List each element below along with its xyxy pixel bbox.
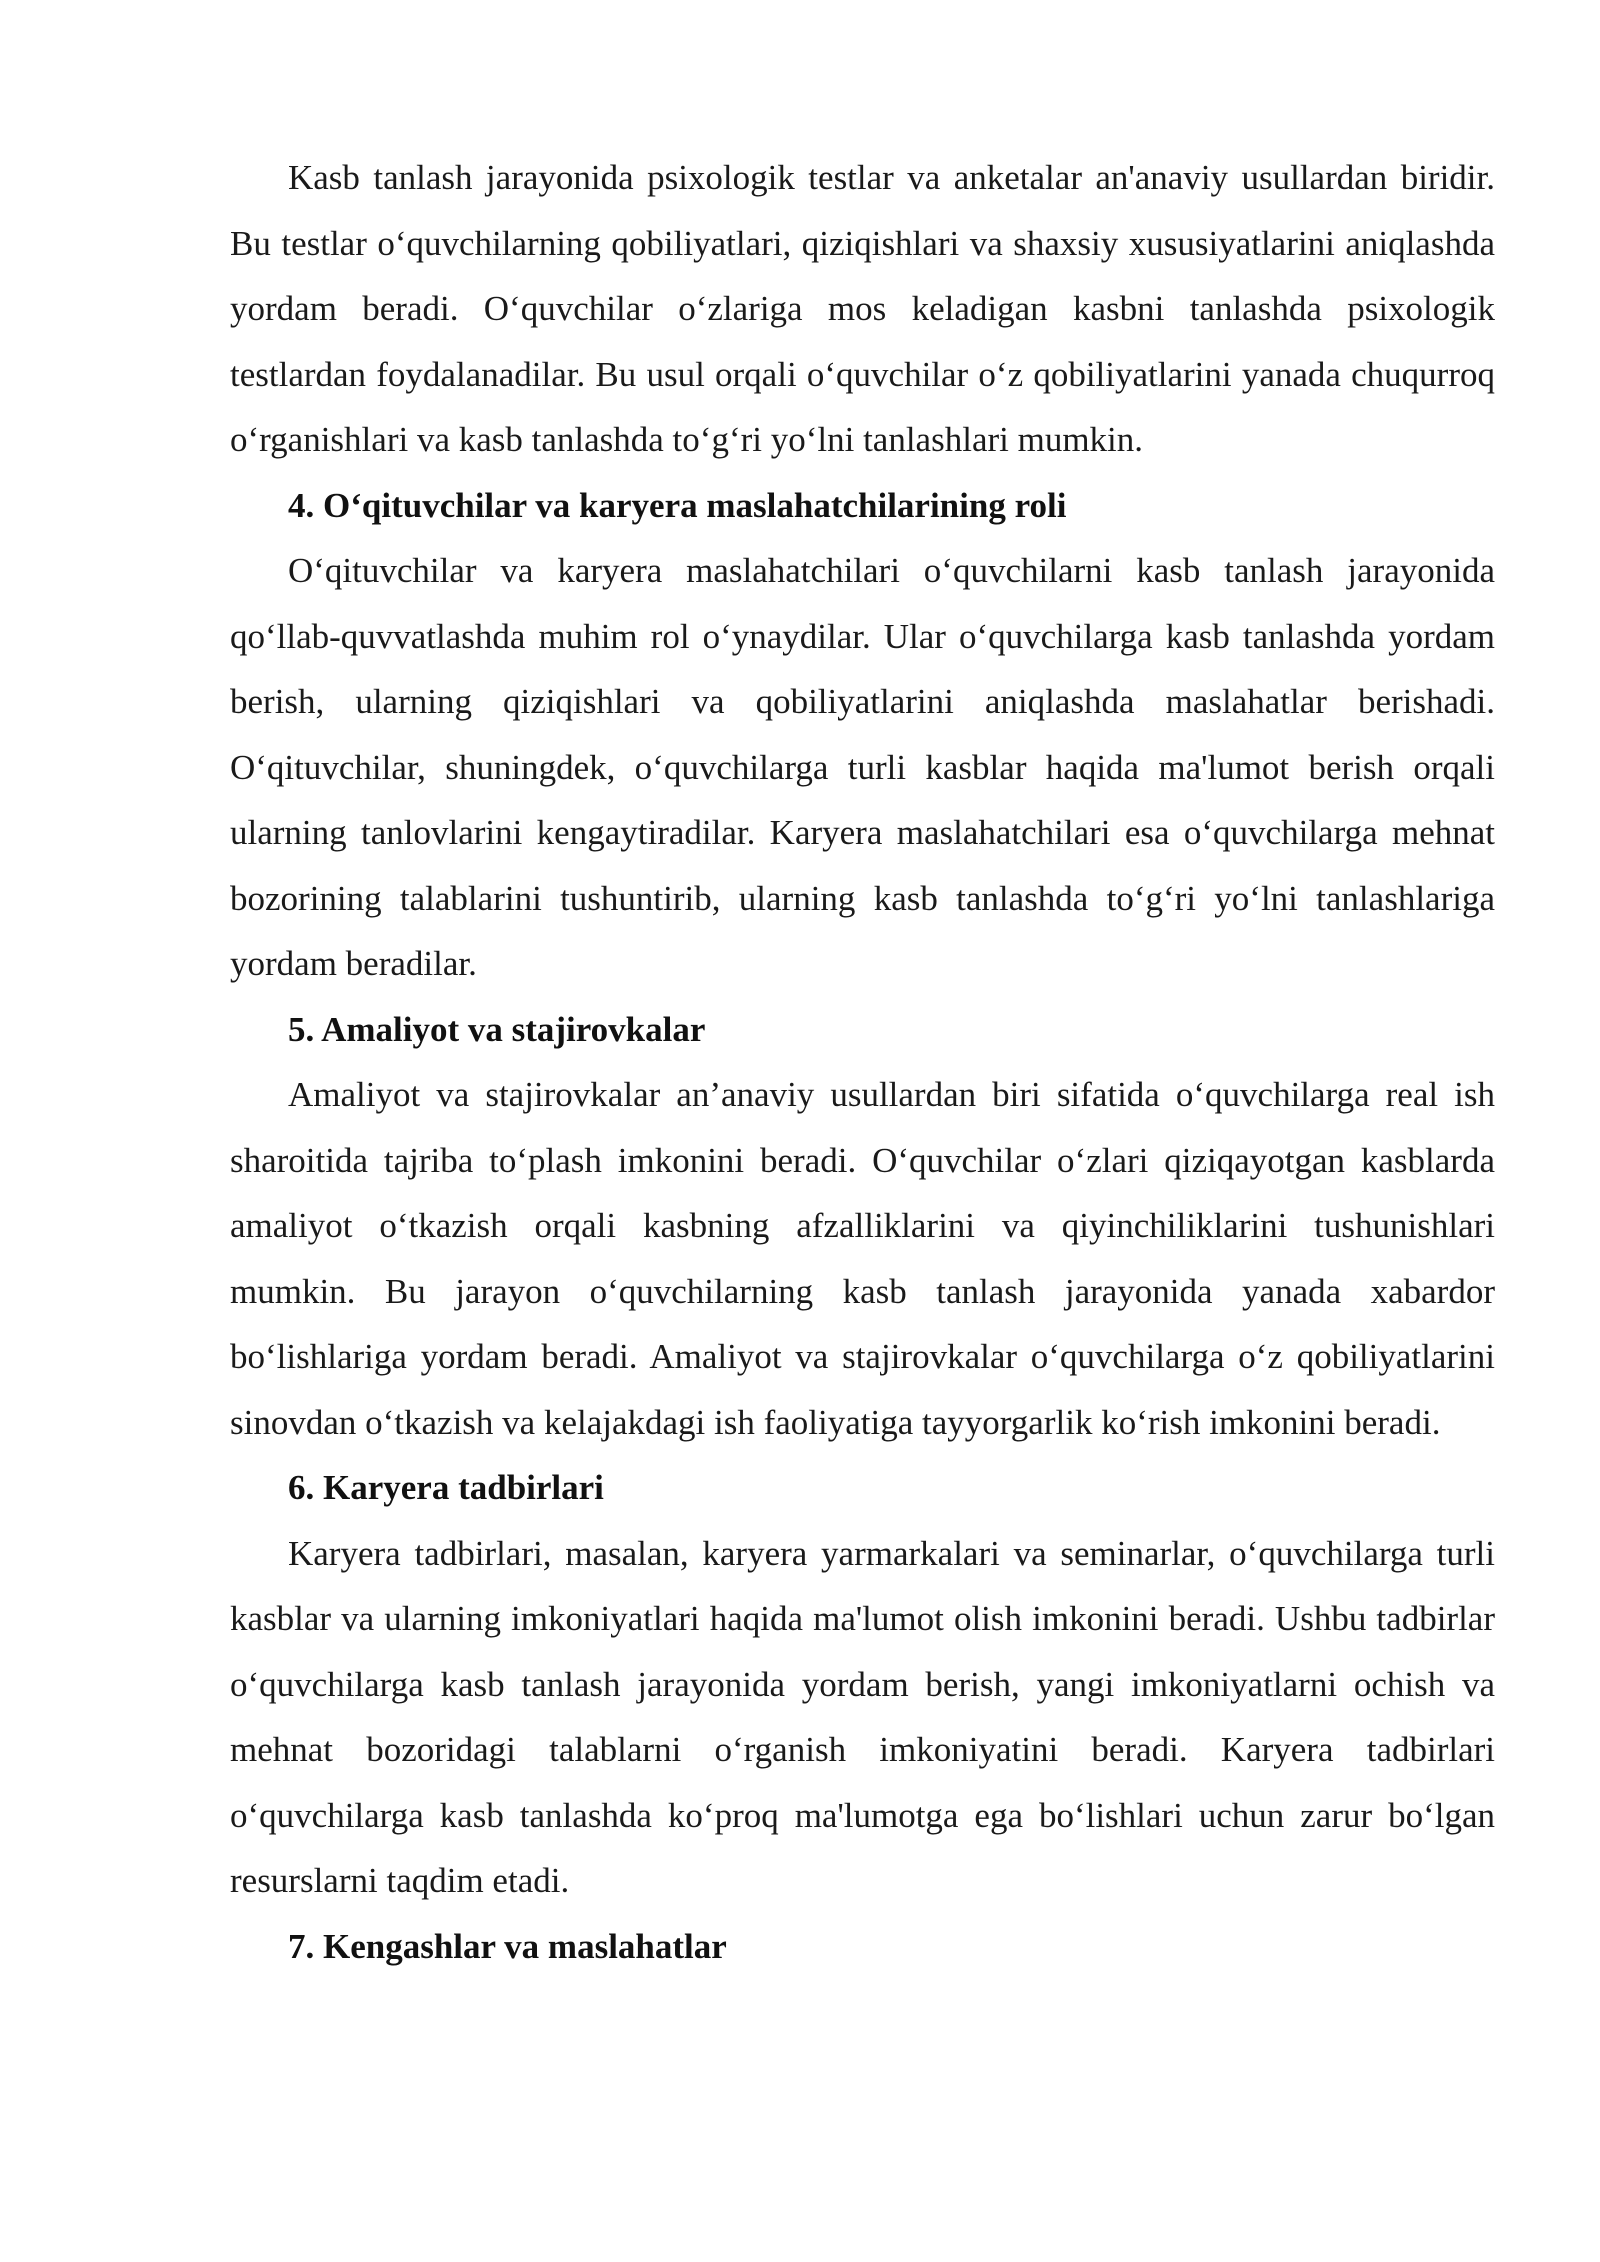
paragraph-teachers-role: O‘qituvchilar va karyera maslahatchilari o‘quvchilarni kasb tanlash jarayonida qo‘llab-quvvatlashda muhim rol o‘ynaydilar. Ular o‘quvchilarga kasb tanlashda yordam berish, ularning qiziqishlari va qobiliyatlarini aniqlashda maslahatlar berishadi. O‘qituvchilar, shuningdek, o‘quvchilarga turli kasblar haqida ma'lumot berish orqali ularning tanlovlarini kengaytiradilar. Karyera maslahatchilari esa o‘quvchilarga mehnat bozorining talablarini tushuntirib, ularning kasb tanlashda to‘g‘ri yo‘lni tanlashlariga yordam beradilar. <box>230 551 1495 983</box>
heading-internships: 5. Amaliyot va stajirovkalar <box>288 1009 706 1049</box>
document-page <box>230 145 1495 1979</box>
heading-councils: 7. Kengashlar va maslahatlar <box>288 1926 727 1966</box>
paragraph-career-events: Karyera tadbirlari, masalan, karyera yarmarkalari va seminarlar, o‘quvchilarga turli kasblar va ularning imkoniyatlari haqida ma'lumot olish imkonini beradi. Ushbu tadbirlar o‘quvchilarga kasb tanlash jarayonida yordam berish, yangi imkoniyatlarni ochish va mehnat bozoridagi talablarni o‘rganish imkoniyatini beradi. Karyera tadbirlari o‘quvchilarga kasb tanlashda ko‘proq ma'lumotga ega bo‘lishlari uchun zarur bo‘lgan resurslarni taqdim etadi. <box>230 1533 1495 1900</box>
paragraph-internships: Amaliyot va stajirovkalar an’anaviy usullardan biri sifatida o‘quvchilarga real ish sharoitida tajriba to‘plash imkonini beradi. O‘quvchilar o‘zlari qiziqayotgan kasblarda amaliyot o‘tkazish orqali kasbning afzalliklarini va qiyinchiliklarini tushunishlari mumkin. Bu jarayon o‘quvchilarning kasb tanlash jarayonida yanada xabardor bo‘lishlariga yordam beradi. Amaliyot va stajirovkalar o‘quvchilarga o‘z qobiliyatlarini sinovdan o‘tkazish va kelajakdagi ish faoliyatiga tayyorgarlik ko‘rish imkonini beradi. <box>230 1075 1495 1442</box>
heading-career-events: 6. Karyera tadbirlari <box>288 1468 604 1507</box>
heading-teachers-role: 4. O‘qituvchilar va karyera maslahatchilarining roli <box>288 485 1067 525</box>
paragraph-psychological-tests: Kasb tanlash jarayonida psixologik testlar va anketalar an'anaviy usullardan biridir. Bu testlar o‘quvchilarning qobiliyatlari, qiziqishlari va shaxsiy xususiyatlarini aniqlashda yordam beradi. O‘quvchilar o‘zlariga mos keladigan kasbni tanlashda psixologik testlardan foydalanadilar. Bu usul orqali o‘quvchilar o‘z qobiliyatlarini yanada chuqurroq o‘rganishlari va kasb tanlashda to‘g‘ri yo‘lni tanlashlari mumkin. <box>230 158 1495 459</box>
